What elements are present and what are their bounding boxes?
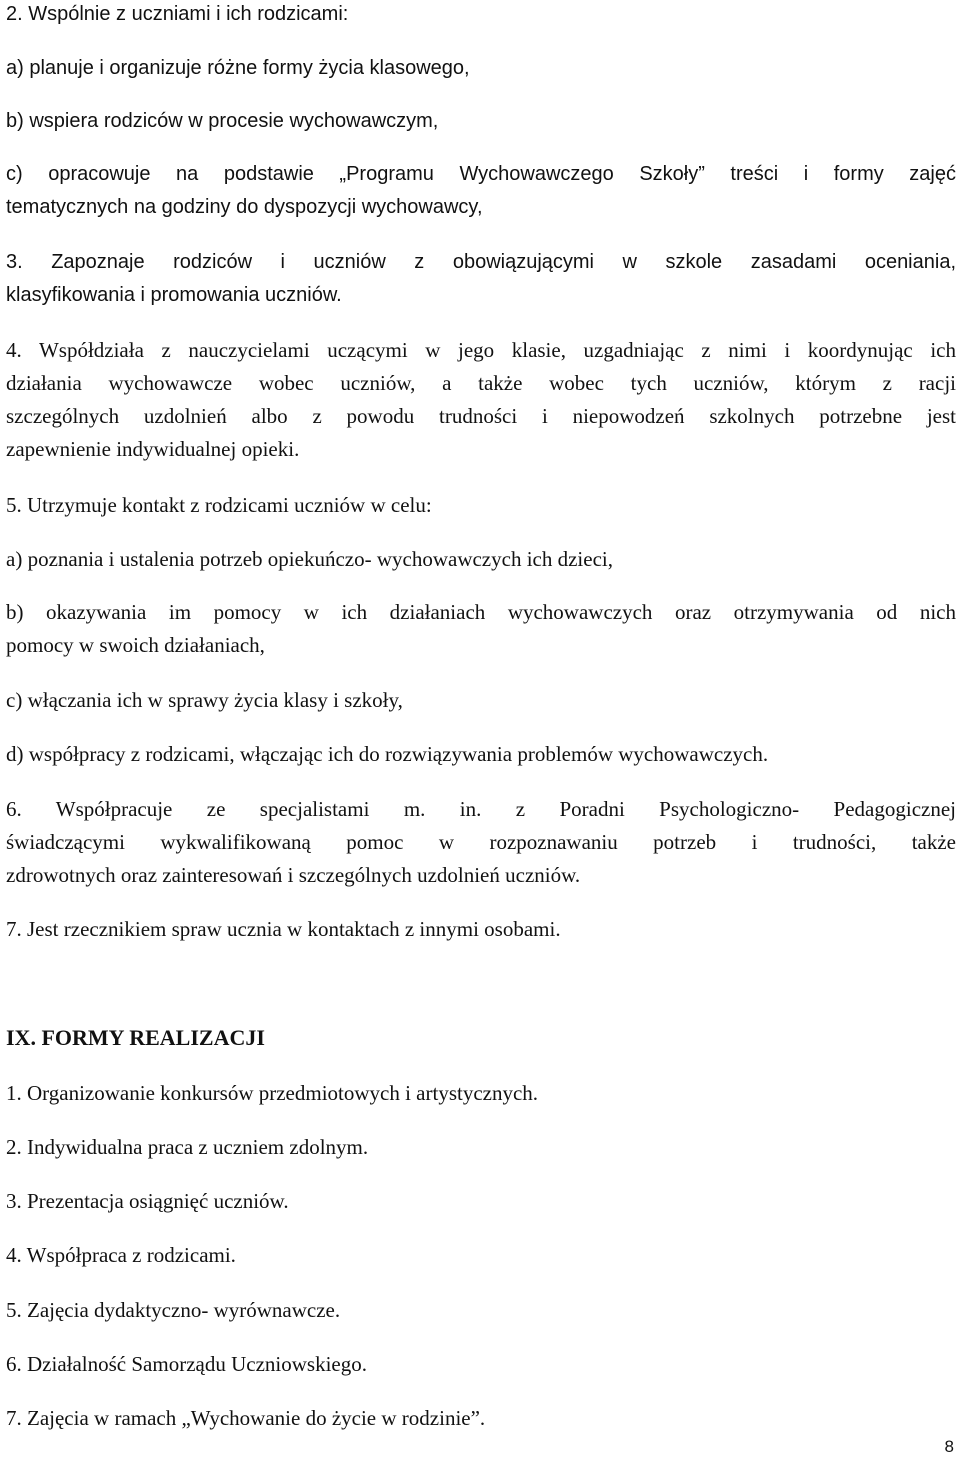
item-5a: a) poznania i ustalenia potrzeb opiekuńczo- wychowawczych ich dzieci, [6,547,613,571]
item-5d: d) współpracy z rodzicami, włączając ich do rozwiązywania problemów wychowawczych. [6,742,769,766]
list-item: 6. Działalność Samorządu Uczniowskiego. [6,1352,367,1376]
item-5b-line-1: b) okazywania im pomocy w ich działaniach wychowawczych oraz otrzymywania od nich [6,600,956,624]
list-item: 7. Zajęcia w ramach „Wychowanie do życie w rodzinie”. [6,1406,486,1430]
item-4-line-4: zapewnienie indywidualnej opieki. [6,437,300,461]
item-7: 7. Jest rzecznikiem spraw ucznia w kontaktach z innymi osobami. [6,917,561,941]
list-item: 5. Zajęcia dydaktyczno- wyrównawcze. [6,1298,341,1322]
item-4-line-2: działania wychowawcze wobec uczniów, a także wobec tych uczniów, którym z racji [6,371,956,395]
item-2c-line-2: tematycznych na godziny do dyspozycji wychowawcy, [6,196,483,218]
item-6-line-1: 6. Współpracuje ze specjalistami m. in. z Poradni Psychologiczno- Pedagogicznej [6,797,956,821]
item-6-line-2: świadczącymi wykwalifikowaną pomoc w rozpoznawaniu potrzeb i trudności, także [6,830,956,854]
item-5c: c) włączania ich w sprawy życia klasy i szkoły, [6,688,403,712]
section-heading: IX. FORMY REALIZACJI [6,1025,265,1050]
item-3-line-2: klasyfikowania i promowania uczniów. [6,284,342,306]
list-item: 2. Indywidualna praca z uczniem zdolnym. [6,1135,369,1159]
item-2a: a) planuje i organizuje różne formy życia klasowego, [6,57,470,79]
item-5-intro: 5. Utrzymuje kontakt z rodzicami uczniów w celu: [6,493,432,517]
page-number: 8 [944,1437,954,1456]
item-2-intro: 2. Wspólnie z uczniami i ich rodzicami: [6,3,349,25]
item-3-line-1: 3. Zapoznaje rodziców i uczniów z obowiązującymi w szkole zasadami oceniania, [6,251,956,273]
item-6-line-3: zdrowotnych oraz zainteresowań i szczególnych uzdolnień uczniów. [6,863,581,887]
item-4-line-3: szczególnych uzdolnień albo z powodu trudności i niepowodzeń szkolnych potrzebne jest [6,404,956,428]
item-2b: b) wspiera rodziców w procesie wychowawczym, [6,110,439,132]
item-2c-line-1: c) opracowuje na podstawie „Programu Wychowawczego Szkoły” treści i formy zajęć [6,163,956,185]
list-item: 4. Współpraca z rodzicami. [6,1243,236,1267]
list-item: 1. Organizowanie konkursów przedmiotowych i artystycznych. [6,1081,539,1105]
item-5b-line-2: pomocy w swoich działaniach, [6,633,265,657]
list-item: 3. Prezentacja osiągnięć uczniów. [6,1189,289,1213]
item-4-line-1: 4. Współdziała z nauczycielami uczącymi w jego klasie, uzgadniając z nimi i koordynując ich [6,338,956,362]
